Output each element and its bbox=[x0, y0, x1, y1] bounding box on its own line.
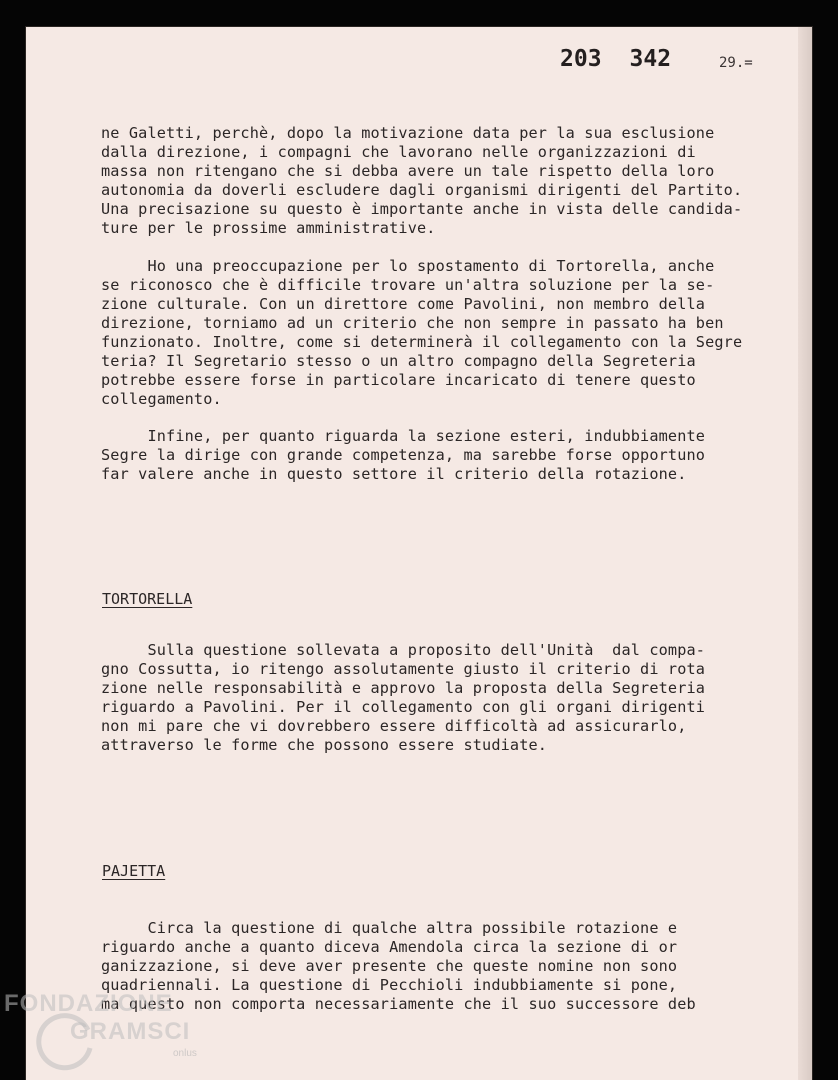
section-heading-tortorella: TORTORELLA bbox=[102, 590, 193, 608]
text-line: Sulla questione sollevata a proposito dell'Unità dal compa- bbox=[101, 641, 706, 659]
text-line: attraverso le forme che possono essere studiate. bbox=[101, 736, 548, 754]
text-line: ganizzazione, si deve aver presente che queste nomine non sono bbox=[101, 957, 678, 975]
text-line: potrebbe essere forse in particolare incaricato di tenere questo bbox=[101, 371, 696, 389]
page-edge bbox=[798, 27, 812, 1080]
text-line: massa non ritengano che si debba avere un tale rispetto della loro bbox=[101, 162, 715, 180]
text-line: zione culturale. Con un direttore come Pavolini, non membro della bbox=[101, 295, 706, 313]
text-line: collegamento. bbox=[101, 390, 222, 408]
text-line: teria? Il Segretario stesso o un altro compagno della Segreteria bbox=[101, 352, 696, 370]
watermark-line-2: GRAMSCI bbox=[70, 1018, 191, 1045]
paragraph-1 bbox=[101, 124, 791, 238]
text-line: ma questo non comporta necessariamente che il suo successore deb bbox=[101, 995, 696, 1013]
text-line: gno Cossutta, io ritengo assolutamente giusto il criterio di rota bbox=[101, 660, 706, 678]
text-line: ture per le prossime amministrative. bbox=[101, 219, 436, 237]
text-line: far valere anche in questo settore il criterio della rotazione. bbox=[101, 465, 687, 483]
text-line: Infine, per quanto riguarda la sezione esteri, indubbiamente bbox=[101, 427, 706, 445]
page-number: 29.= bbox=[719, 55, 753, 71]
section-heading-pajetta: PAJETTA bbox=[102, 862, 166, 880]
archive-number bbox=[560, 46, 671, 72]
text-line: autonomia da doverli escludere dagli organismi dirigenti del Partito. bbox=[101, 181, 743, 199]
section-tortorella-text bbox=[101, 641, 791, 755]
text-line: quadriennali. La questione di Pecchioli indubbiamente si pone, bbox=[101, 976, 678, 994]
text-line: funzionato. Inoltre, come si determinerà il collegamento con la Segre bbox=[101, 333, 743, 351]
text-line: direzione, torniamo ad un criterio che non sempre in passato ha ben bbox=[101, 314, 724, 332]
section-pajetta-text bbox=[101, 919, 791, 1014]
watermark-suffix: onlus bbox=[173, 1048, 197, 1059]
text-line: Circa la questione di qualche altra possibile rotazione e bbox=[101, 919, 678, 937]
text-line: non mi pare che vi dovrebbero essere difficoltà ad assicurarlo, bbox=[101, 717, 687, 735]
paragraph-3 bbox=[101, 427, 791, 484]
text-line: dalla direzione, i compagni che lavorano nelle organizzazioni di bbox=[101, 143, 696, 161]
text-line: Una precisazione su questo è importante anche in vista delle candida- bbox=[101, 200, 743, 218]
text-line: riguardo a Pavolini. Per il collegamento con gli organi dirigenti bbox=[101, 698, 706, 716]
watermark-line-1: FONDAZIONE bbox=[4, 990, 173, 1017]
text-line: ne Galetti, perchè, dopo la motivazione data per la sua esclusione bbox=[101, 124, 715, 142]
text-line: riguardo anche a quanto diceva Amendola circa la sezione di or bbox=[101, 938, 678, 956]
text-line: Segre la dirige con grande competenza, ma sarebbe forse opportuno bbox=[101, 446, 706, 464]
document-page bbox=[26, 27, 812, 1080]
text-line: se riconosco che è difficile trovare un'altra soluzione per la se- bbox=[101, 276, 715, 294]
archive-number-a: 203 bbox=[560, 46, 602, 72]
archive-number-b: 342 bbox=[629, 46, 672, 72]
text-line: zione nelle responsabilità e approvo la proposta della Segreteria bbox=[101, 679, 706, 697]
paragraph-2 bbox=[101, 257, 791, 409]
text-line: Ho una preoccupazione per lo spostamento di Tortorella, anche bbox=[101, 257, 715, 275]
